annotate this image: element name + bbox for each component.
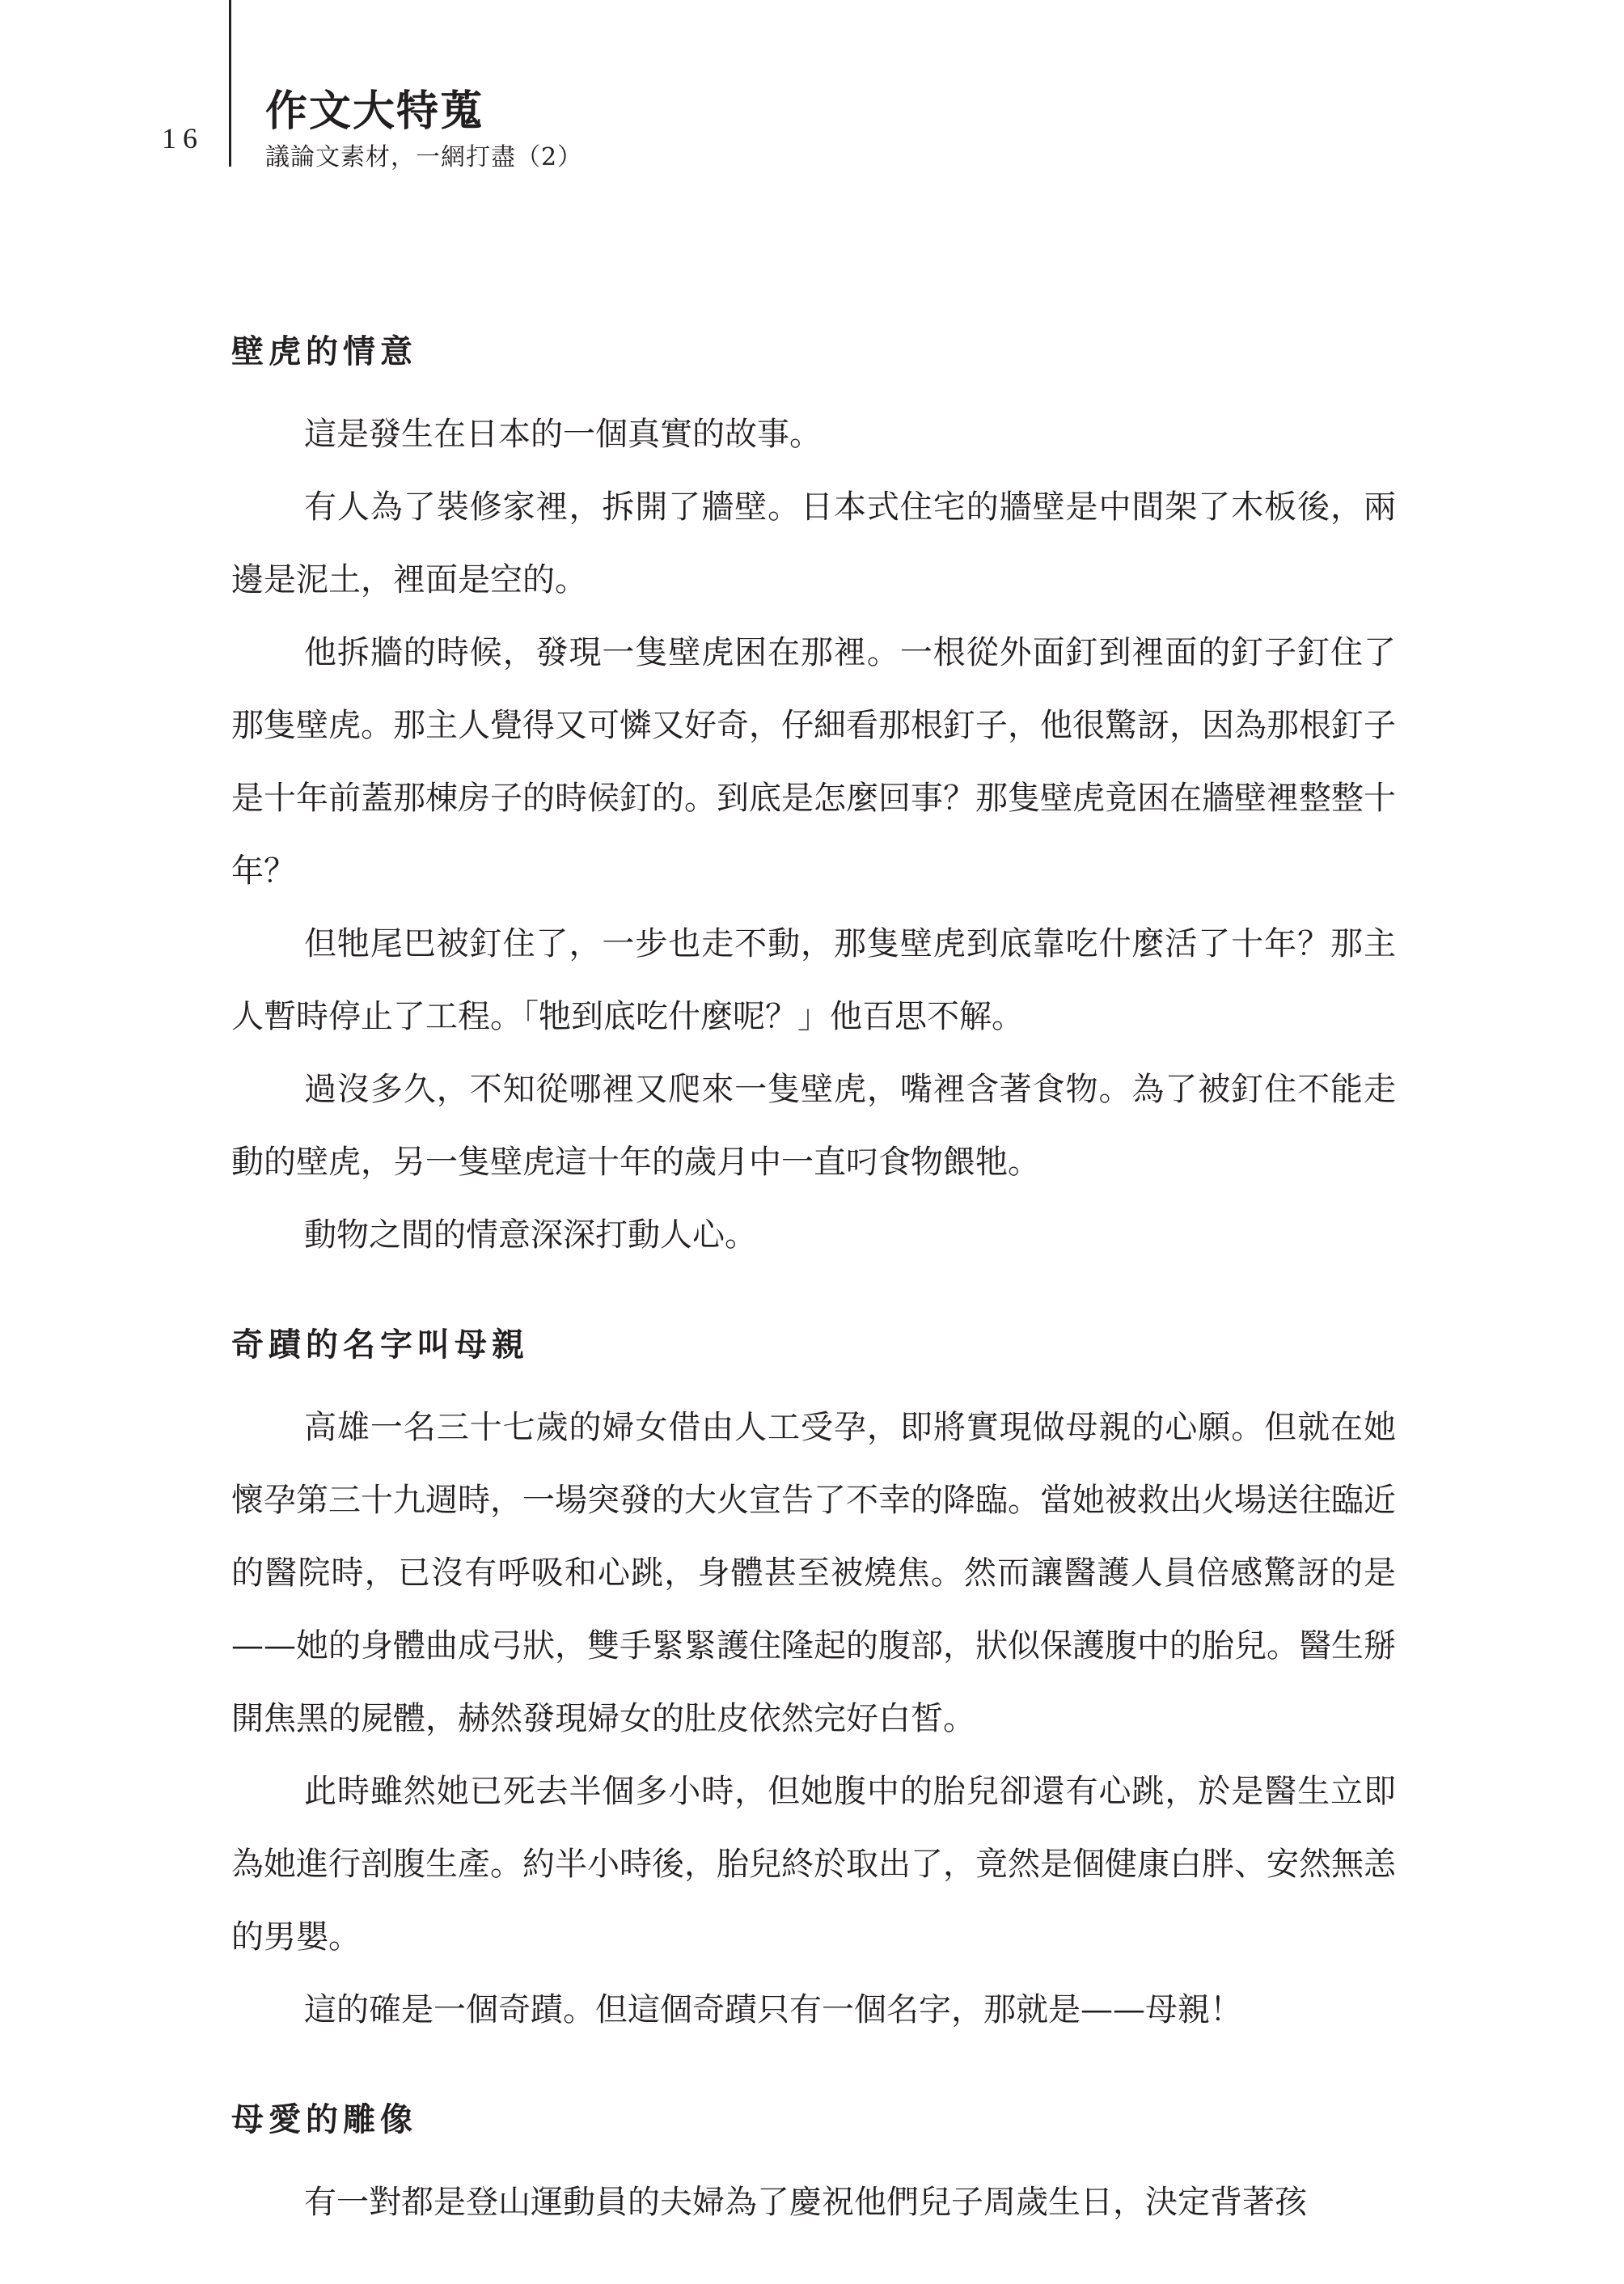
paragraph: 但牠尾巴被釘住了，一步也走不動，那隻壁虎到底靠吃什麼活了十年？那主人暫時停止了工程。「牠到底吃什麼呢？」他百思不解。 bbox=[231, 925, 1396, 1035]
section-mother-statue bbox=[231, 2092, 1396, 2239]
book-subtitle: 議論文素材，一網打盡（2） bbox=[265, 143, 583, 171]
section-heading: 壁虎的情意 bbox=[231, 332, 417, 370]
header-divider bbox=[229, 0, 231, 167]
paragraph: 有人為了裝修家裡，拆開了牆壁。日本式住宅的牆壁是中間架了木板後，兩邊是泥土，裡面是空的。 bbox=[231, 489, 1396, 598]
paragraph: 高雄一名三十七歲的婦女借由人工受孕，即將實現做母親的心願。但就在她懷孕第三十九週時，一場突發的大火宣告了不幸的降臨。當她被救出火場送往臨近的醫院時，已沒有呼吸和心跳，身體甚至被燒焦。然而讓醫護人員倍感驚訝的是——她的身體曲成弓狀，雙手緊緊護住隆起的腹部，狀似保護腹中的胎兒。醫生掰開焦黑的屍體，赫然發現婦女的肚皮依然完好白皙。 bbox=[231, 1409, 1396, 1737]
paragraph: 他拆牆的時候，發現一隻壁虎困在那裡。一根從外面釘到裡面的釘子釘住了那隻壁虎。那主人覺得又可憐又好奇，仔細看那根釘子，他很驚訝，因為那根釘子是十年前蓋那棟房子的時候釘的。到底是怎麼回事？那隻壁虎竟困在牆壁裡整整十年？ bbox=[231, 634, 1396, 890]
paragraph: 此時雖然她已死去半個多小時，但她腹中的胎兒卻還有心跳，於是醫生立即為她進行剖腹生產。約半小時後，胎兒終於取出了，竟然是個健康白胖、安然無恙的男嬰。 bbox=[231, 1773, 1396, 1956]
paragraph: 動物之間的情意深深打動人心。 bbox=[304, 1216, 757, 1254]
book-title: 作文大特蒐 bbox=[265, 87, 484, 136]
page-body bbox=[231, 324, 1396, 2284]
section-gecko bbox=[231, 324, 1396, 1271]
paragraph: 這是發生在日本的一個真實的故事。 bbox=[304, 416, 822, 453]
section-heading: 奇蹟的名字叫母親 bbox=[231, 1326, 529, 1364]
paragraph: 有一對都是登山運動員的夫婦為了慶祝他們兒子周歲生日，決定背著孩 bbox=[304, 2184, 1307, 2221]
paragraph: 過沒多久，不知從哪裡又爬來一隻壁虎，嘴裡含著食物。為了被釘住不能走動的壁虎，另一隻壁虎這十年的歲月中一直叼食物餵牠。 bbox=[231, 1071, 1396, 1181]
paragraph: 這的確是一個奇蹟。但這個奇蹟只有一個名字，那就是——母親！ bbox=[304, 1991, 1242, 2028]
section-heading: 母愛的雕像 bbox=[231, 2100, 417, 2138]
page-number: 16 bbox=[162, 122, 204, 154]
section-miracle-mother bbox=[231, 1317, 1396, 2046]
